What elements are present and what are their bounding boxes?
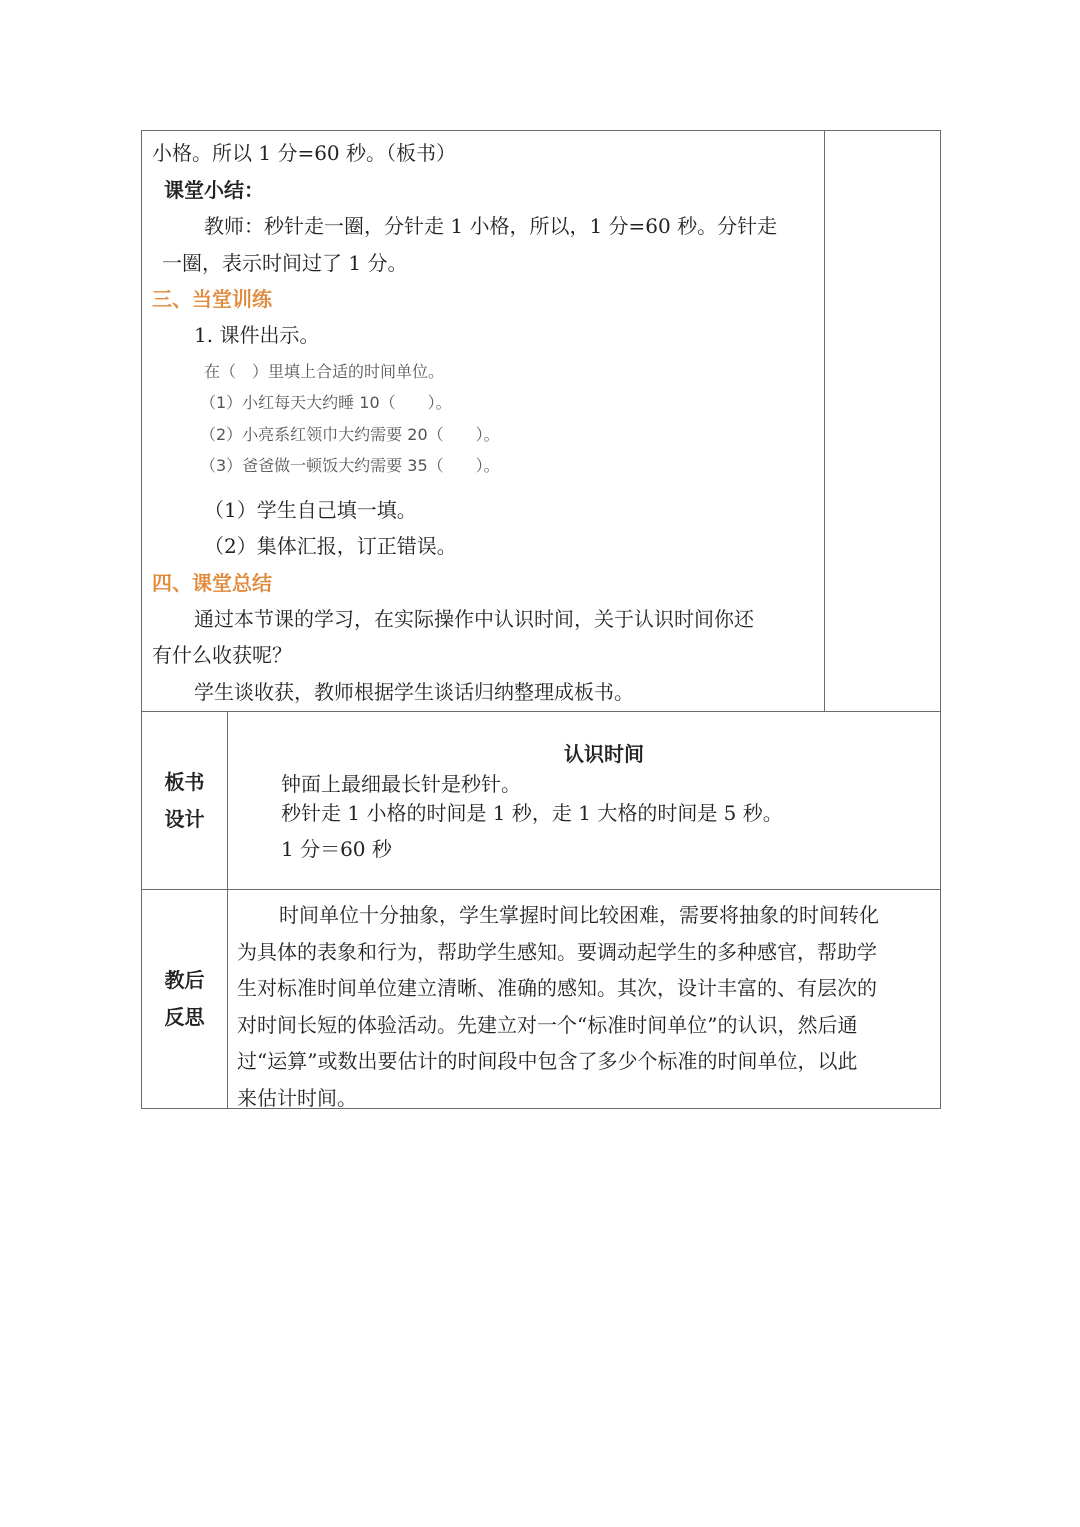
board-line: 秒针走 1 小格的时间是 1 秒，走 1 大格的时间是 5 秒。 — [281, 801, 783, 825]
section-heading-summary: 四、课堂总结 — [152, 570, 272, 595]
reflection-row — [142, 890, 940, 1108]
label-text: 教后 — [164, 968, 205, 992]
summary-heading: 课堂小结： — [164, 177, 264, 202]
section-heading-practice: 三、当堂训练 — [152, 287, 272, 311]
exercise-item: （1）小红每天大约睡 10（ ）。 — [200, 393, 452, 412]
reflection-label — [142, 890, 228, 1108]
label-text: 设计 — [164, 806, 205, 831]
reflection-line: 过“运算”或数出要估计的时间段中包含了多少个标准的时间单位，以此 — [237, 1049, 858, 1074]
board-design-content — [228, 712, 940, 889]
exercise-item: （3）爸爸做一顿饭大约需要 35（ ）。 — [200, 456, 500, 475]
summary-line: 教师：秒针走一圈，分针走 1 小格，所以，1 分=60 秒。分针走 — [204, 214, 778, 238]
summary-line: 一圈，表示时间过了 1 分。 — [162, 250, 408, 275]
board-title: 认识时间 — [564, 742, 644, 766]
board-line: 1 分＝60 秒 — [281, 837, 392, 861]
reflection-line: 生对标准时间单位建立清晰、准确的感知。其次，设计丰富的、有层次的 — [237, 976, 877, 1001]
reflection-line: 为具体的表象和行为，帮助学生感知。要调动起学生的多种感官，帮助学 — [237, 939, 877, 964]
board-design-row — [142, 712, 940, 890]
conclusion-line: 学生谈收获，教师根据学生谈话归纳整理成板书。 — [194, 679, 634, 704]
teaching-process-row — [142, 131, 940, 712]
conclusion-line: 通过本节课的学习，在实际操作中认识时间，关于认识时间你还 — [194, 606, 754, 631]
reflection-content — [228, 890, 940, 1108]
reflection-line: 对时间长短的体验活动。先建立对一个“标准时间单位”的认识，然后通 — [237, 1012, 858, 1037]
exercise-excerpt — [152, 356, 816, 482]
label-text: 反思 — [164, 1005, 205, 1029]
label-text: 板书 — [164, 769, 205, 794]
reflection-line: 来估计时间。 — [237, 1085, 357, 1110]
conclusion-line: 有什么收获呢？ — [152, 643, 292, 667]
exercise-instruction: 在（ ）里填上合适的时间单位。 — [204, 361, 445, 381]
board-design-label — [142, 712, 228, 889]
step-line: （2）集体汇报，订正错误。 — [204, 534, 457, 558]
reflection-line: 时间单位十分抽象，学生掌握时间比较困难，需要将抽象的时间转化 — [279, 903, 879, 927]
lesson-plan-table — [141, 130, 941, 1109]
exercise-item: （2）小亮系红领巾大约需要 20（ ）。 — [200, 424, 500, 444]
step-line: （1）学生自己填一填。 — [204, 497, 417, 522]
board-line: 钟面上最细最长针是秒针。 — [281, 772, 521, 796]
task-label: 1. 课件出示。 — [194, 323, 320, 347]
notes-cell — [825, 131, 940, 711]
continuation-line: 小格。所以 1 分=60 秒。（板书） — [152, 141, 457, 165]
teaching-process-cell — [142, 131, 825, 711]
